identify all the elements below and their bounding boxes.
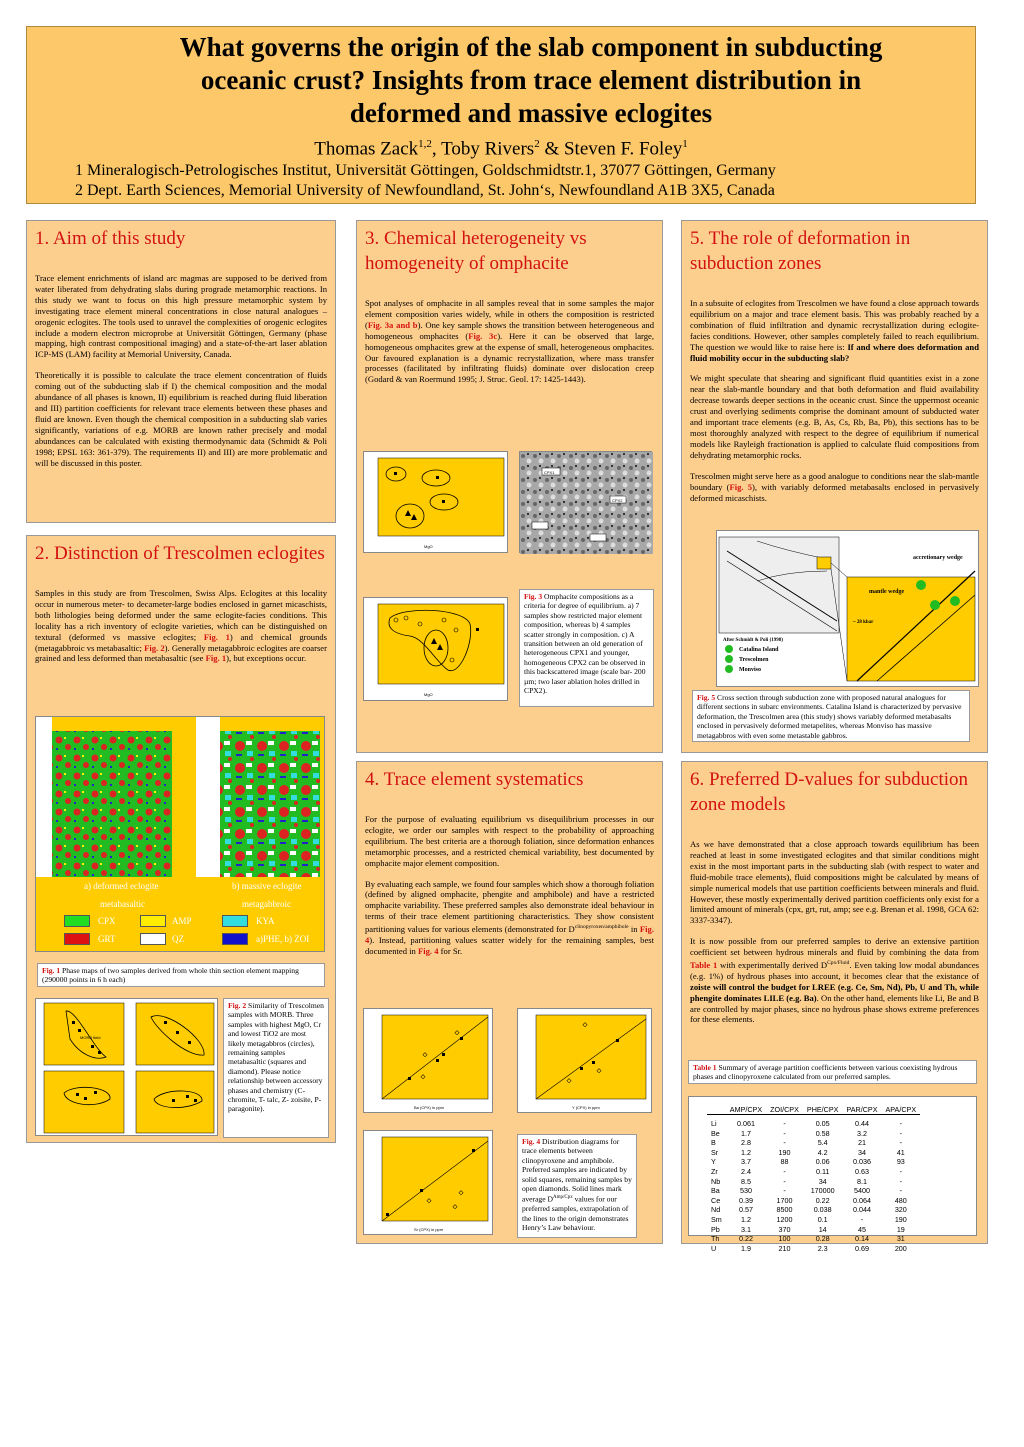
fig2-plots [35, 998, 218, 1136]
cpx1-label: CPX1 [544, 470, 555, 475]
value-cell: 0.038 [813, 1205, 832, 1215]
value-cell: 8.5 [740, 1176, 751, 1186]
table-header-cell: PAR/CPX [842, 1105, 881, 1115]
value-cell: 0.14 [854, 1234, 869, 1244]
value-cell: - [783, 1138, 786, 1148]
element-cell: Zr [711, 1166, 718, 1176]
value-cell: 93 [896, 1157, 905, 1167]
table-row [707, 1215, 920, 1225]
table-row [707, 1225, 920, 1235]
poster-title: What governs the origin of the slab component in subducting oceanic crust? Insights from trace element distribution in deformed and massive eclogites [179, 32, 883, 128]
table-row [707, 1234, 920, 1244]
value-cell: 210 [778, 1243, 791, 1253]
table-header-cell: ZOI/CPX [766, 1105, 803, 1115]
legend-amp: AMP [172, 916, 192, 926]
element-cell: Sr [711, 1147, 719, 1157]
fig5-subduction-diagram [716, 530, 979, 687]
element-cell: Ce [711, 1195, 721, 1205]
value-cell: - [783, 1186, 786, 1196]
fig3a-plot [363, 451, 508, 553]
paragraph: In a subsuite of eclogites from Trescolmen we have found a close approach towards equilibrium on a major and trace element basis. This was probably reached by a combination of fluid infiltration and dynamic recrystallization during eclogite-facies conditions. However, other samples completely failed to reach equilibrium. The question we would like to raise here is: If and where does deformation and fluid mobility occur in the subducting slab? [690, 298, 979, 363]
value-cell: 170000 [810, 1186, 835, 1196]
fig1-caption: Fig. 1 Phase maps of two samples derived from whole thin section element mapping (290000 points in 6 h each) [37, 963, 325, 987]
value-cell: 1.2 [740, 1147, 751, 1157]
fig4-sr-plot [363, 1130, 493, 1235]
table-header-cell: AMP/CPX [726, 1105, 766, 1115]
authors: Thomas Zack$^{1,2}$, Toby Rivers$^2$ & Steven F. Foley$^1$ [314, 138, 688, 160]
element-cell: Th [711, 1234, 720, 1244]
paragraph: Spot analyses of omphacite in all samples reveal that in some samples the major element composition varies widely, while in others the composition is restricted (Fig. 3a and b). One key sample shows the transition between heterogeneous and homogeneous omphacites (Fig. 3c). Here it can be observed that large, homogeneous omphacites grew at the expense of small, heterogeneous omphacites. Our favoured explanation is a dynamic recrystallization, where mass transfer processes (facilitated by infiltrating fluids) dominate over dislocation creep (Godard & van Roermund 1995; J. Struc. Geol. 17: 1425-1443). [365, 298, 655, 385]
after-label: After Schmidt & Poli (1998) [723, 638, 783, 643]
value-cell: 0.22 [815, 1195, 830, 1205]
value-cell: - [783, 1166, 786, 1176]
value-cell: 0.63 [854, 1166, 869, 1176]
legend-qz: QZ [172, 934, 184, 944]
element-cell: Sm [711, 1214, 722, 1224]
value-cell: 5.4 [817, 1138, 828, 1148]
table1-caption: Table 1 Summary of average partition coefficients between various coexisting hydrous phases and clinopyroxene calculated from our preferred samples. [688, 1060, 977, 1084]
map-sub-a: metabasaltic [100, 899, 145, 909]
fig2-caption: Fig. 2 Similarity of Trescolmen samples with MORB. Three samples with highest MgO, Cr and lowest TiO2 are most likely metagabbros (circles), remaining samples metabasaltic (squares and diamond). Please notice relationship between accessory phases and chemistry (C- chromite, T- talc, Z- zoisite, P- paragonite). [223, 998, 329, 1138]
qz-swatch [140, 933, 166, 945]
map-label-a: a) deformed eclogite [84, 881, 159, 891]
section-title: 6. Preferred D-values for subduction zone models [690, 769, 969, 815]
table-header-cell: PHE/CPX [803, 1105, 843, 1115]
morb-label: MORB field [80, 1035, 101, 1040]
section-title: 1. Aim of this study [35, 228, 186, 249]
section-title: 4. Trace element systematics [365, 769, 584, 790]
value-cell: 190 [894, 1214, 907, 1224]
phase-map-figure [35, 716, 325, 952]
phe-swatch [222, 933, 248, 945]
value-cell: 530 [739, 1186, 752, 1196]
affiliation-1: 1 Mineralogisch-Petrologisches Institut, Universität Göttingen, Goldschmidtstr.1, 37077 Göttingen, Germany [75, 162, 776, 180]
table-row [707, 1205, 920, 1215]
paragraph: We might speculate that shearing and significant fluid quantities exist in a zone near the slab-mantle boundary and that both deformation and fluid availability decrease towards deeper sections in the oceanic crust. Since the uppermost oceanic crust and overlying sediments comprise the dominant amount of subducted water and important trace elements (e.g. B, As, Cs, Rb, Ba, Pb), this sections has to be most thoroughly analyzed with respect to the degree of equilibrium if numerical models like Rayleigh fractionation is applied to calculate fluid compositions from dehydrating metamorphic rocks. [690, 373, 979, 460]
section-title: 2. Distinction of Trescolmen eclogites [35, 543, 325, 564]
fig3c-bse-image [519, 451, 652, 553]
table1-container [688, 1096, 977, 1253]
pressure-label: ~ 28 kbar [853, 620, 874, 625]
value-cell: 200 [894, 1243, 907, 1253]
value-cell: 0.11 [815, 1166, 830, 1176]
legend-kya: KYA [256, 916, 275, 926]
value-cell: 0.061 [736, 1119, 755, 1128]
cpx-swatch [64, 915, 90, 927]
cpx2-label: CPX2 [612, 498, 623, 503]
value-cell: 320 [894, 1205, 907, 1215]
table-body [707, 1115, 920, 1254]
value-cell: 0.1 [817, 1214, 828, 1224]
fig3-caption: Fig. 3 Omphacite compositions as a criteria for degree of equilibrium. a) 7 samples show restricted major element composition, whereas b) 4 samples scatter strongly in composition. c) A transition between an old generation of heterogeneous CPX1 and younger, homogeneous CPX2 can be observed in this backscattered image (scale bar- 200 µm; two laser ablation holes drilled in CPX2). [519, 589, 654, 707]
paragraph: Samples in this study are from Trescolmen, Swiss Alps. Eclogites at this locality occur in numerous meter- to decameter-large bodies enclosed in garnet micaschists, both lithologies being deformed under the same eclogite-facies conditions. This locality has a rich inventory of eclogite varieties, which can be distinguished on textural (deformed vs massive eclogites; Fig. 1) and chemical grounds (metagabbroic vs metabasaltic; Fig. 2). Generally metagabbroic eclogites are coarser grained and less deformed than metabasaltic (see Fig. 1), but exceptions occur. [35, 588, 328, 664]
legend-phe: a)PHE, b) ZOI [256, 934, 310, 944]
table-row [707, 1244, 920, 1254]
table-header-cell: APA/CPX [882, 1105, 921, 1115]
value-cell: 0.69 [854, 1243, 869, 1253]
paragraph: By evaluating each sample, we found four samples which show a thorough foliation (defined by aligned omphacite, phengite and amphibole) and have a restricted omphacite variability. These preferred samples also demonstrate ideal behaviour in terms of their trace element partitioning characteristics. They show consistent partitioning values for various elements (demonstrated for $D^{clinopyroxen/amphibole}$ in Fig. 4). Instead, partitioning values scatter widely for the remaining samples, best documented in Fig. 4 for Sr. [365, 878, 655, 956]
element-cell: Ba [711, 1186, 720, 1196]
value-cell: 3.7 [740, 1157, 751, 1167]
x-axis-label: Ba (CPX) in ppm [414, 1105, 445, 1110]
x-axis-label: Y (CPX) in ppm [572, 1105, 600, 1110]
element-cell: Y [711, 1157, 716, 1167]
value-cell: 2.4 [740, 1166, 751, 1176]
poster-header [26, 26, 976, 204]
fig4-ba-plot [363, 1008, 493, 1113]
partition-coefficient-table [707, 1105, 920, 1253]
value-cell: - [899, 1166, 903, 1176]
value-cell: 1.9 [740, 1243, 751, 1253]
phase-map-a [52, 731, 172, 877]
value-cell: 0.28 [815, 1234, 830, 1244]
value-cell: 1.2 [740, 1214, 751, 1224]
paragraph: Theoretically it is possible to calculate the trace element concentration of fluids coming out of the subducting slab if I) the chemical composition and the modal abundance of all phases is known, II) equilibrium is reached during fluid liberation and III) partition coefficients for relevant trace elements between these phases and fluid are known. Even though the chemical composition in a subducting slab varies significantly, variations of e.g. MORB are known rather precisely and modal abundances can be calculated with existing thermodynamic data (Schmidt & Poli 1998; EPSL 163: 361-379). The requirements II) and III) are more problematic and will be discussed in this poster. [35, 370, 327, 468]
value-cell: 31 [896, 1234, 905, 1244]
fig4-y-plot [517, 1008, 652, 1113]
value-cell: 2.3 [817, 1243, 828, 1253]
value-cell: 0.39 [738, 1195, 753, 1205]
value-cell: 370 [778, 1224, 791, 1234]
value-cell: 0.05 [815, 1119, 830, 1128]
accretionary-wedge-label: accretionary wedge [913, 555, 963, 561]
value-cell: 21 [857, 1138, 866, 1148]
table-row [707, 1148, 920, 1158]
phase-map-b [220, 731, 320, 877]
fig4-caption: Fig. 4 Distribution diagrams for trace elements between clinopyroxene and amphibole. Preferred samples are indicated by solid squares, remaining samples by open diamonds. Solid lines mark average $D^{Amp/Cpx}$ values for our preferred samples, extrapolation of the lines to the origin demonstrates Henry’s Law behaviour. [517, 1134, 637, 1238]
paragraph: As we have demonstrated that a close approach towards equilibrium has been reached at least in some investigated eclogites and that similar conditions might exist in the most important parts in the subducting slab (with respect to water and fluid-mobile trace elements), fluid compositions might be calculated by means of simple numerical models that use partition coefficients between minerals and fluid. However, these mostly experimentally derived partition coefficients only exist for a limited amount of minerals (cpx, grt, rut, amp; see e.g. Brenan et al. 1998, GCA 62: 3337-3347). [690, 839, 979, 926]
value-cell: - [899, 1128, 903, 1138]
paragraph: Trescolmen might serve here as a good analogue to conditions near the slab-mantle boundary (Fig. 5), with variably deformed metabasalts enclosed in pervasively deformed micaschists. [690, 470, 979, 503]
value-cell: 19 [896, 1224, 905, 1234]
grt-swatch [64, 933, 90, 945]
value-cell: 3.2 [856, 1128, 867, 1138]
table-row [707, 1167, 920, 1177]
element-cell: Nb [711, 1176, 721, 1186]
value-cell: 8.1 [856, 1176, 867, 1186]
table-row [707, 1115, 920, 1129]
value-cell: 0.044 [852, 1205, 871, 1215]
value-cell: 88 [780, 1157, 789, 1167]
value-cell: 0.036 [852, 1157, 871, 1167]
section-aim [26, 220, 336, 523]
trescolmen-label: Trescolmen [739, 657, 769, 663]
value-cell: 8500 [776, 1205, 793, 1215]
table-row [707, 1129, 920, 1139]
value-cell: 1200 [776, 1214, 793, 1224]
x-axis-label: Sr (CPX) in ppm [414, 1227, 444, 1232]
element-cell: Pb [711, 1224, 720, 1234]
mantle-wedge-label: mantle wedge [869, 589, 905, 595]
element-cell: Li [711, 1119, 717, 1128]
fig3b-plot [363, 597, 508, 701]
value-cell: 190 [778, 1147, 791, 1157]
affiliation-2: 2 Dept. Earth Sciences, Memorial University of Newfoundland, St. John‘s, Newfoundland A1B 3X5, Canada [75, 182, 775, 200]
value-cell: 0.064 [852, 1195, 871, 1205]
value-cell: - [899, 1176, 903, 1186]
xlabel: MgO [424, 544, 433, 549]
value-cell: 480 [894, 1195, 907, 1205]
table-row [707, 1157, 920, 1167]
value-cell: 5400 [853, 1186, 870, 1196]
value-cell: 14 [818, 1224, 827, 1234]
value-cell: 4.2 [817, 1147, 828, 1157]
paragraph: For the purpose of evaluating equilibrium vs disequilibrium processes in our eclogite, we order our samples with respect to the probability of approaching equilibrium. The best criteria are a thorough foliation, since deformation enhances metamorphic processes, and a restricted chemical variability, best documented by omphacite major element composition. [365, 814, 654, 868]
value-cell: 0.58 [815, 1128, 830, 1138]
catalina-label: Catalina Island [739, 647, 779, 653]
monviso-label: Monviso [739, 667, 762, 673]
value-cell: 1.7 [740, 1128, 751, 1138]
value-cell: - [899, 1119, 903, 1128]
value-cell: 100 [778, 1234, 791, 1244]
value-cell: 34 [818, 1176, 827, 1186]
fig5-caption: Fig. 5 Cross section through subduction zone with proposed natural analogues for different sections in subarc environments. Catalina Island is characterized by pervasive deformation, the Trescolmen area (this study) shows variably deformed metabasalts enclosed in pervasively deformed metapelites, whereas Monviso has massive metagabbros with even some metastable gabbros. [692, 690, 970, 742]
table-row [707, 1186, 920, 1196]
amp-swatch [140, 915, 166, 927]
map-sub-b: metagabbroic [242, 899, 291, 909]
value-cell: 1700 [776, 1195, 793, 1205]
table-row [707, 1196, 920, 1206]
fig2-svg [36, 999, 219, 1137]
kya-swatch [222, 915, 248, 927]
value-cell: 0.22 [738, 1234, 753, 1244]
section-title: 5. The role of deformation in subduction zones [690, 228, 911, 274]
value-cell: 0.06 [815, 1157, 830, 1167]
value-cell: 2.8 [740, 1138, 751, 1148]
element-cell: U [711, 1243, 717, 1253]
paragraph: Trace element enrichments of island arc magmas are supposed to be derived from water liberated from dehydrating slabs during prograde metamorphic reactions. In this study we want to focus on this high pressure metamorphic system by investigating trace element mineral concentrations in close natural analogues – orogenic eclogites. The tools used to unravel the complexities of orogenic eclogites include a modern electron microprobe at Universität Göttingen, Germany (phase mapping, high contrast compositional imaging) and a state-of-the-art laser ablation ICP-MS (LAM) facility at Memorial University, Canada. [35, 273, 327, 360]
table-header-row [707, 1105, 920, 1115]
value-cell: 3.1 [740, 1224, 751, 1234]
value-cell: - [899, 1138, 903, 1148]
map-label-b: b) massive eclogite [232, 881, 302, 891]
value-cell: - [783, 1119, 786, 1128]
value-cell: 45 [857, 1224, 866, 1234]
table-row [707, 1177, 920, 1187]
value-cell: - [783, 1128, 786, 1138]
legend-grt: GRT [98, 934, 116, 944]
element-cell: B [711, 1138, 716, 1148]
value-cell: - [899, 1186, 903, 1196]
section-title: 3. Chemical heterogeneity vs homogeneity of omphacite [365, 228, 587, 274]
xlabel: MgO [424, 692, 433, 697]
value-cell: 0.57 [738, 1205, 753, 1215]
value-cell: 0.44 [854, 1119, 869, 1128]
paragraph: It is now possible from our preferred samples to derive an extensive partition coefficient set between hydrous minerals and fluid by combining the data from Table 1 with experimentally derived $D^{Cpx/Fluid}$. Even taking low modal abundances (e.g. 1%) of hydrous phases into account, it becomes clear that the existance of zoiste will control the budget for LREE (e.g. Ce, Sm, Nd), Pb, U and Th, while phengite dominates LILE (e.g. Ba). On the other hand, elements like Li, Be and B are controlled by major phases, since no hydrous phase shows extreme preferences for these elements. [690, 936, 979, 1025]
value-cell: 41 [896, 1147, 905, 1157]
value-cell: - [783, 1176, 786, 1186]
value-cell: 34 [857, 1147, 866, 1157]
legend-cpx: CPX [98, 916, 116, 926]
element-cell: Nd [711, 1205, 721, 1215]
table-row [707, 1138, 920, 1148]
value-cell: - [860, 1214, 864, 1224]
element-cell: Be [711, 1128, 720, 1138]
table-header-cell [707, 1105, 726, 1115]
